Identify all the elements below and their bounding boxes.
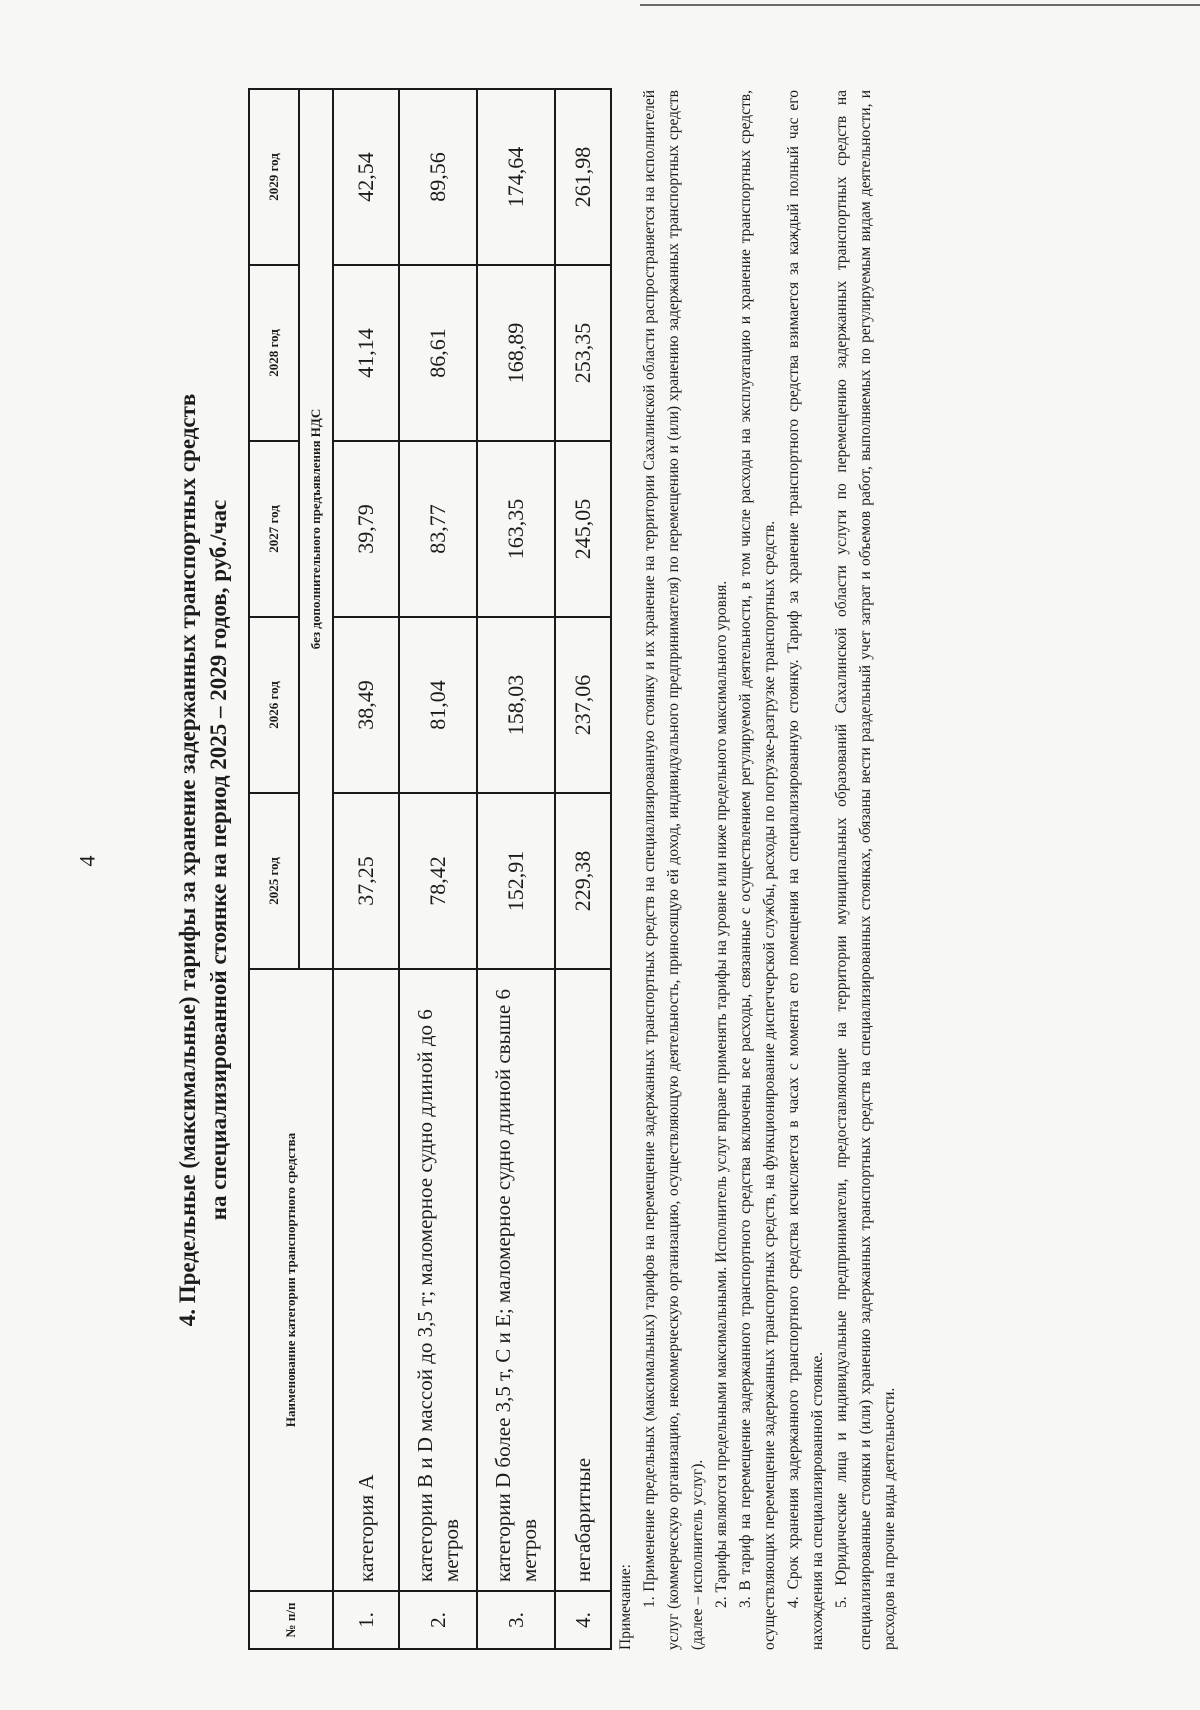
tariff-value: 89,56 <box>399 89 477 265</box>
row-number: 2. <box>399 1591 477 1649</box>
note-item: 2. Тарифы являются предельными максимальными. Исполнитель услуг вправе применять тарифы на уровне или ниже предельного максимального уровня. <box>713 580 730 1608</box>
tariff-value: 174,64 <box>477 89 555 265</box>
tariff-value: 78,42 <box>399 793 477 969</box>
header-year: 2026 год <box>249 617 299 793</box>
tariff-value: 37,25 <box>333 793 399 969</box>
notes-heading: Примечание: <box>617 1564 634 1650</box>
header-year: 2027 год <box>249 441 299 617</box>
note-item: 4. Срок хранения задержанного транспортного средства исчисляется в часах с момента его помещения на специализированную стоянку. Тариф за хранение транспортного средства взимается за каждый полный час его нахождения на специализированной стоянке. <box>785 90 826 1650</box>
page-number: 4 <box>74 855 100 867</box>
header-name: Наименование категории транспортного средства <box>249 969 333 1591</box>
tariff-value: 41,14 <box>333 265 399 441</box>
header-num: № п/п <box>249 1591 333 1649</box>
title-line-1: 4. Предельные (максимальные) тарифы за хранение задержанных транспортных средств <box>175 393 200 1327</box>
row-number: 1. <box>333 1591 399 1649</box>
note-item: 1. Применение предельных (максимальных) тарифов на перемещение задержанных транспортных средств на специализированную стоянку и их хранение на территории Сахалинской области распространяется на исполнителей услуг (коммерческую организацию, некоммерческую организацию, осуществляющую деятельность, приносящую ей доход, индивидуального предпринимателя) по перемещению и (или) хранению задержанных транспортных средств (далее – исполнитель услуг). <box>641 90 706 1650</box>
row-number: 3. <box>477 1591 555 1649</box>
row-category: негабаритные <box>555 969 611 1591</box>
tariff-value: 253,35 <box>555 265 611 441</box>
header-year: 2025 год <box>249 793 299 969</box>
tariff-value: 261,98 <box>555 89 611 265</box>
tariff-value: 83,77 <box>399 441 477 617</box>
tariff-value: 168,89 <box>477 265 555 441</box>
tariff-value: 86,61 <box>399 265 477 441</box>
header-year: 2028 год <box>249 265 299 441</box>
notes-section <box>614 90 902 1650</box>
table-row <box>399 89 477 1649</box>
scan-edge-line <box>640 4 1200 6</box>
row-category: категория А <box>333 969 399 1591</box>
tariff-value: 163,35 <box>477 441 555 617</box>
note-item: 3. В тариф на перемещение задержанного транспортного средства включены все расходы, связанные с осуществлением регулируемой деятельности, в том числе расходы на эксплуатацию и хранение транспортных средств, осуществляющих перемещение задержанных транспортных средств, на функционирование диспетчерской службы, расходы по погрузке-разгрузке транспортных средств. <box>737 90 778 1650</box>
tariff-value: 81,04 <box>399 617 477 793</box>
tariff-value: 245,05 <box>555 441 611 617</box>
tariff-value: 42,54 <box>333 89 399 265</box>
vat-note: без дополнительного предъявления НДС <box>299 89 333 969</box>
tariff-value: 152,91 <box>477 793 555 969</box>
rotated-content <box>172 60 1172 1660</box>
header-year: 2029 год <box>249 89 299 265</box>
row-category: категории В и D массой до 3,5 т; маломерное судно длиной до 6 метров <box>399 969 477 1591</box>
tariff-value: 38,49 <box>333 617 399 793</box>
document-title <box>172 60 234 1660</box>
tariff-value: 39,79 <box>333 441 399 617</box>
table-row <box>477 89 555 1649</box>
row-number: 4. <box>555 1591 611 1649</box>
title-line-2: на специализированной стоянке на период 2025 – 2029 годов, руб./час <box>206 499 231 1221</box>
table-header-row <box>249 89 299 1649</box>
tariff-value: 237,06 <box>555 617 611 793</box>
table-row <box>555 89 611 1649</box>
tariff-value: 158,03 <box>477 617 555 793</box>
table-row <box>333 89 399 1649</box>
row-category: категории D более 3,5 т, С и Е; маломерное судно длиной свыше 6 метров <box>477 969 555 1591</box>
note-item: 5. Юридические лица и индивидуальные предприниматели, предоставляющие на территории муниципальных образований Сахалинской области услуги по перемещению задержанных транспортных средств на специализированные стоянки и (или) хранению задержанных транспортных средств на специализированных стоянках, обязаны вести раздельный учет затрат и объемов работ, выполняемых по регулируемым видам деятельности, и расходов на прочие виды деятельности. <box>833 90 898 1650</box>
tariff-value: 229,38 <box>555 793 611 969</box>
tariff-table <box>248 88 612 1650</box>
